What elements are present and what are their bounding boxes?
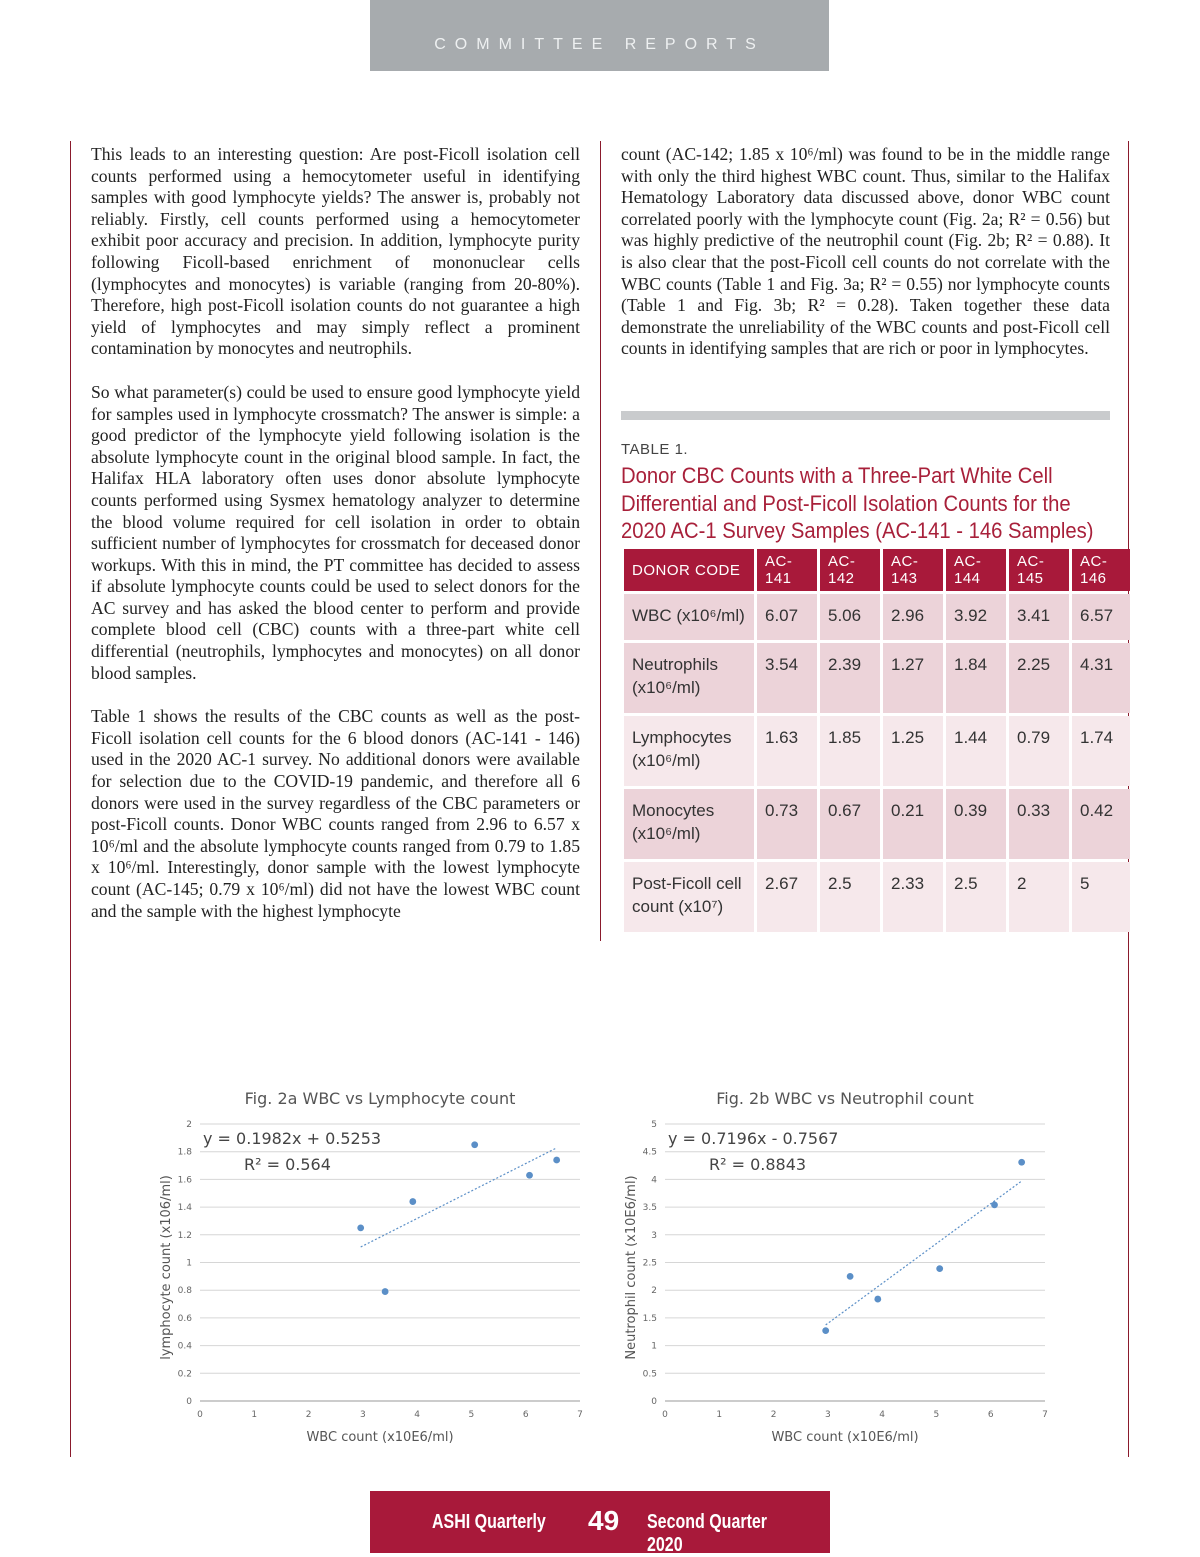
section-title: COMMITTEE REPORTS — [434, 35, 765, 53]
x-tick-label: 2 — [305, 1410, 312, 1420]
row-label: Post-Ficoll cell count (x10⁷) — [624, 862, 754, 932]
table-cell: 2.96 — [883, 594, 943, 640]
table-cell: 3.41 — [1009, 594, 1069, 640]
table-cell: 6.07 — [757, 594, 817, 640]
data-point — [1018, 1159, 1025, 1166]
header-cell: AC-145 — [1009, 549, 1069, 591]
y-tick-label: 1.6 — [177, 1175, 192, 1186]
table-cell: 0.79 — [1009, 716, 1069, 786]
x-tick-label: 7 — [577, 1410, 583, 1420]
row-label: Monocytes (x10⁶/ml) — [624, 789, 754, 859]
header-cell: DONOR CODE — [624, 549, 754, 591]
y-tick-label: 2 — [186, 1120, 192, 1130]
y-axis-label: lymphocyte count (x106/ml) — [159, 1175, 174, 1360]
table-cell: 1.63 — [757, 716, 817, 786]
table-cell: 0.21 — [883, 789, 943, 859]
table-cell: 6.57 — [1072, 594, 1130, 640]
x-tick-label: 5 — [468, 1410, 475, 1420]
right-text-column — [621, 144, 1110, 382]
x-tick-label: 3 — [359, 1410, 366, 1420]
table-row — [624, 862, 1130, 932]
page-number: 49 — [588, 1505, 620, 1536]
data-point — [471, 1141, 478, 1148]
table-row — [624, 716, 1130, 786]
row-label: Neutrophils (x10⁶/ml) — [624, 643, 754, 713]
table-cell: 2.25 — [1009, 643, 1069, 713]
table-row — [624, 643, 1130, 713]
table-header-row — [624, 549, 1130, 591]
x-axis-label: WBC count (x10E6/ml) — [771, 1430, 919, 1445]
data-point — [874, 1296, 881, 1303]
column-divider-rule — [600, 141, 601, 941]
table-cell: 1.27 — [883, 643, 943, 713]
x-tick-label: 0 — [662, 1410, 668, 1420]
figure-2b-chart — [615, 1080, 1055, 1450]
cbc-table — [621, 546, 1133, 935]
figure-2a-chart — [150, 1080, 590, 1450]
data-point — [553, 1157, 560, 1164]
x-tick-label: 3 — [824, 1410, 831, 1420]
table-cell: 0.73 — [757, 789, 817, 859]
y-tick-label: 1.5 — [642, 1313, 657, 1324]
chart-title: Fig. 2a WBC vs Lymphocyte count — [244, 1089, 516, 1108]
y-tick-label: 1 — [186, 1258, 192, 1269]
table-label: TABLE 1. — [621, 441, 689, 458]
x-axis-label: WBC count (x10E6/ml) — [306, 1430, 454, 1445]
header-cell: AC-146 — [1072, 549, 1130, 591]
trendline-equation: y = 0.7196x - 0.7567 — [668, 1129, 839, 1148]
table-title: Donor CBC Counts with a Three-Part White Cell Differential and Post-Ficoll Isolation Counts for the 2020 AC-1 Survey Samples (AC-141 - 146 Samples) — [621, 463, 1094, 543]
y-tick-label: 0.6 — [177, 1313, 192, 1324]
data-point — [847, 1273, 854, 1280]
r-squared-label: R² = 0.8843 — [709, 1155, 807, 1174]
header-cell: AC-141 — [757, 549, 817, 591]
trendline — [361, 1148, 557, 1247]
table-cell: 0.33 — [1009, 789, 1069, 859]
chart-title: Fig. 2b WBC vs Neutrophil count — [716, 1089, 974, 1108]
left-text-column — [91, 144, 580, 944]
left-margin-rule — [70, 141, 71, 1457]
table-cell: 2.5 — [946, 862, 1006, 932]
issue-label: Second Quarter 2020 — [647, 1511, 768, 1556]
y-axis-label: Neutrophil count (x10E6/ml) — [624, 1175, 639, 1360]
x-tick-label: 1 — [251, 1410, 258, 1420]
journal-name: ASHI Quarterly — [432, 1511, 546, 1533]
x-tick-label: 7 — [1042, 1410, 1048, 1420]
y-tick-label: 3 — [651, 1230, 657, 1241]
y-tick-label: 4.5 — [642, 1147, 657, 1158]
x-tick-label: 2 — [770, 1410, 777, 1420]
table-cell: 0.42 — [1072, 789, 1130, 859]
table-row — [624, 789, 1130, 859]
y-tick-label: 2 — [651, 1286, 657, 1297]
table-cell: 2.67 — [757, 862, 817, 932]
data-point — [409, 1198, 416, 1205]
table-cell: 2.39 — [820, 643, 880, 713]
header-cell: AC-144 — [946, 549, 1006, 591]
y-tick-label: 1.4 — [177, 1203, 192, 1214]
row-label: WBC (x10⁶/ml) — [624, 594, 754, 640]
x-tick-label: 5 — [933, 1410, 940, 1420]
table-cell: 1.84 — [946, 643, 1006, 713]
data-point — [991, 1201, 998, 1208]
table-cell: 2.5 — [820, 862, 880, 932]
y-tick-label: 3.5 — [642, 1203, 657, 1214]
table-row — [624, 594, 1130, 640]
y-tick-label: 5 — [651, 1120, 657, 1130]
table-cell: 3.54 — [757, 643, 817, 713]
table-cell: 0.67 — [820, 789, 880, 859]
section-header-band — [370, 0, 829, 71]
x-tick-label: 4 — [879, 1410, 886, 1420]
paragraph: This leads to an interesting question: Are post-Ficoll isolation cell counts performed using a hemocytometer useful in identifying samples with good lymphocyte yields? The answer is, probably not reliably. Firstly, cell counts performed using a hemocytometer exhibit poor accuracy and precision. In addition, lymphocyte purity following Ficoll-based enrichment of mononuclear cells (lymphocytes and monocytes) is variable (ranging from 20-80%). Therefore, high post-Ficoll isolation counts do not guarantee a high yield of lymphocytes and may simply reflect a prominent contamination by monocytes and neutrophils. — [91, 144, 580, 359]
y-tick-label: 1.8 — [177, 1147, 192, 1158]
data-point — [822, 1327, 829, 1334]
data-point — [936, 1265, 943, 1272]
data-point — [357, 1224, 364, 1231]
y-tick-label: 0.2 — [177, 1369, 192, 1380]
table-top-rule — [621, 411, 1110, 420]
table-cell: 2.33 — [883, 862, 943, 932]
table-cell: 1.25 — [883, 716, 943, 786]
y-tick-label: 0.4 — [177, 1341, 192, 1352]
data-point — [526, 1172, 533, 1179]
header-cell: AC-142 — [820, 549, 880, 591]
footer-band — [370, 1491, 830, 1556]
table-cell: 5.06 — [820, 594, 880, 640]
y-tick-label: 0 — [651, 1397, 657, 1407]
y-tick-label: 4 — [651, 1175, 657, 1186]
table-cell: 1.44 — [946, 716, 1006, 786]
data-point — [382, 1288, 389, 1295]
paragraph: So what parameter(s) could be used to ensure good lymphocyte yield for samples used in lymphocyte crossmatch? The answer is simple: a good predictor of the lymphocyte yield following isolation is the absolute lymphocyte count in the original blood sample. In fact, the Halifax HLA laboratory often uses donor absolute lymphocyte counts performed using Sysmex hematology analyzer to determine the blood volume required for cell isolation in order to obtain sufficient number of lymphocytes for crossmatch for deceased donor workups. With this in mind, the PT committee has decided to assess if absolute lymphocyte counts could be used to select donors for the AC survey and has asked the blood center to perform and provide complete blood cell (CBC) counts with a three-part white cell differential (neutrophils, lymphocytes and monocytes) on all donor blood samples. — [91, 381, 580, 683]
header-cell: AC-143 — [883, 549, 943, 591]
paragraph: count (AC-142; 1.85 x 10⁶/ml) was found to be in the middle range with only the third highest WBC count. Thus, similar to the Halifax Hematology Laboratory data discussed above, donor WBC count correlated poorly with the lymphocyte count (Fig. 2a; R² = 0.56) but was highly predictive of the neutrophil count (Fig. 2b; R² = 0.88). It is also clear that the post-Ficoll cell counts do not correlate with the WBC counts (Table 1 and Fig. 3a; R² = 0.55) nor lymphocyte counts (Table 1 and Fig. 3b; R² = 0.28). Taken together these data demonstrate the unreliability of the WBC counts and post-Ficoll cell counts in identifying samples that are rich or poor in lymphocytes. — [621, 144, 1110, 359]
table-cell: 3.92 — [946, 594, 1006, 640]
table-cell: 0.39 — [946, 789, 1006, 859]
paragraph: Table 1 shows the results of the CBC counts as well as the post-Ficoll isolation cell counts for the 6 blood donors (AC-141 - 146) used in the 2020 AC-1 survey. No additional donors were available for selection due to the COVID-19 pandemic, and therefore all 6 donors were used in the survey regardless of the CBC parameters or post-Ficoll counts. Donor WBC counts ranged from 2.96 to 6.57 x 10⁶/ml and the absolute lymphocyte counts ranged from 0.79 to 1.85 x 10⁶/ml. Interestingly, donor sample with the lowest lymphocyte count (AC-145; 0.79 x 10⁶/ml) did not have the lowest WBC count and the sample with the highest lymphocyte — [91, 706, 580, 921]
table-cell: 1.74 — [1072, 716, 1130, 786]
y-tick-label: 1 — [651, 1341, 657, 1352]
table-cell: 1.85 — [820, 716, 880, 786]
x-tick-label: 6 — [987, 1410, 994, 1420]
x-tick-label: 0 — [197, 1410, 203, 1420]
y-tick-label: 0.5 — [642, 1369, 657, 1380]
y-tick-label: 2.5 — [642, 1258, 657, 1269]
trendline-equation: y = 0.1982x + 0.5253 — [203, 1129, 382, 1148]
table-cell: 5 — [1072, 862, 1130, 932]
table-cell: 4.31 — [1072, 643, 1130, 713]
row-label: Lymphocytes (x10⁶/ml) — [624, 716, 754, 786]
x-tick-label: 1 — [716, 1410, 723, 1420]
r-squared-label: R² = 0.564 — [244, 1155, 331, 1174]
x-tick-label: 4 — [414, 1410, 421, 1420]
table-cell: 2 — [1009, 862, 1069, 932]
y-tick-label: 0 — [186, 1397, 192, 1407]
x-tick-label: 6 — [522, 1410, 529, 1420]
y-tick-label: 0.8 — [177, 1286, 192, 1297]
y-tick-label: 1.2 — [177, 1230, 192, 1241]
